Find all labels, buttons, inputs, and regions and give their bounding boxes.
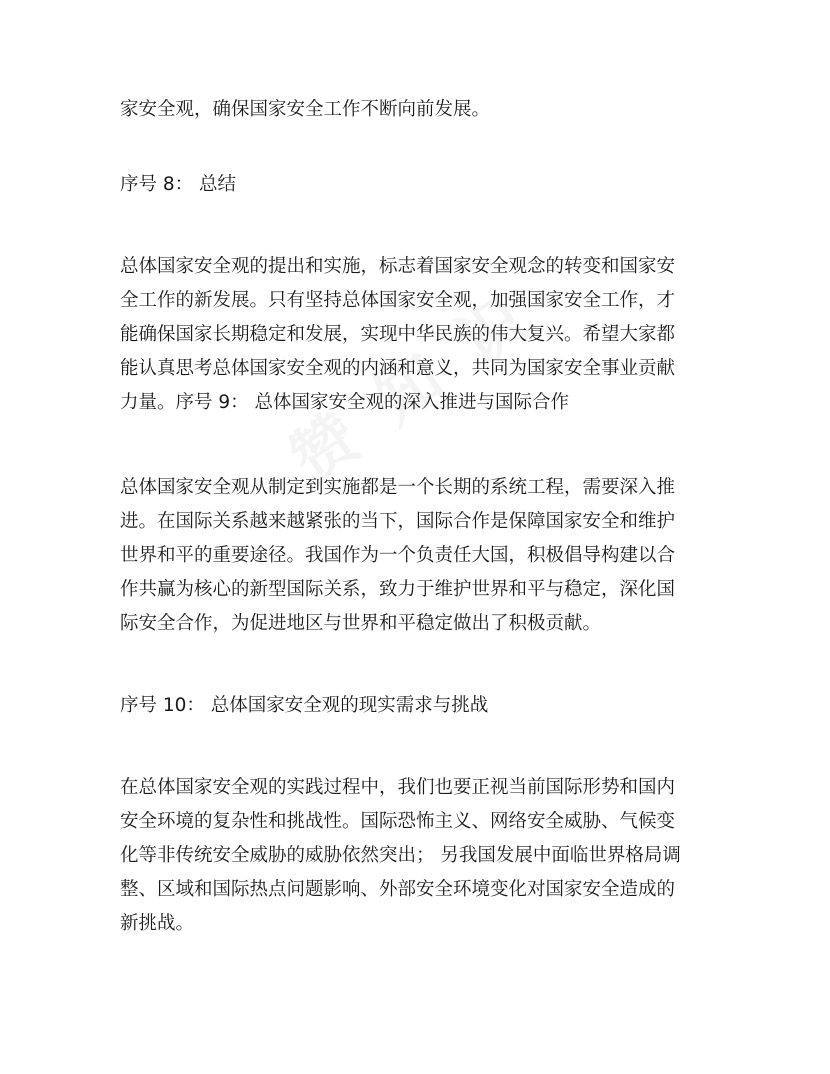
paragraph-line: 作共赢为核心的新型国际关系，致力于维护世界和平与稳定，深化国	[120, 579, 676, 600]
intro-tail: 家安全观，确保国家安全工作不断向前发展。	[120, 99, 491, 120]
paragraph-line: 进。在国际关系越来越紧张的当下，国际合作是保障国家安全和维护	[120, 511, 676, 532]
paragraph-line: 能确保国家长期稳定和发展，实现中华民族的伟大复兴。希望大家都	[120, 324, 676, 345]
paragraph-line: 在总体国家安全观的实践过程中，我们也要正视当前国际形势和国内	[120, 777, 676, 798]
paragraph-line: 总体国家安全观从制定到实施都是一个长期的系统工程，需要深入推	[120, 477, 676, 498]
paragraph-line: 总体国家安全观的提出和实施，标志着国家安全观念的转变和国家安	[120, 256, 676, 277]
section-8-heading: 序号 8： 总结	[120, 174, 237, 195]
paragraph-line: 安全环境的复杂性和挑战性。国际恐怖主义、网络安全威胁、气候变	[120, 811, 676, 832]
paragraph-line: 能认真思考总体国家安全观的内涵和意义，共同为国家安全事业贡献	[120, 358, 676, 379]
paragraph-line: 新挑战。	[120, 913, 195, 934]
section-10-heading: 序号 10： 总体国家安全观的现实需求与挑战	[120, 695, 489, 716]
paragraph-line: 际安全合作，为促进地区与世界和平稳定做出了积极贡献。	[120, 613, 602, 634]
paragraph-line: 全工作的新发展。只有坚持总体国家安全观，加强国家安全工作，才	[120, 290, 676, 311]
paragraph-line: 力量。序号 9： 总体国家安全观的深入推进与国际合作	[120, 392, 570, 413]
paragraph-line: 世界和平的重要途径。我国作为一个负责任大国，积极倡导构建以合	[120, 545, 676, 566]
paragraph-line: 整、区域和国际热点问题影响、外部安全环境变化对国家安全造成的	[120, 879, 676, 900]
paragraph-line: 化等非传统安全威胁的威胁依然突出； 另我国发展中面临世界格局调	[120, 845, 681, 866]
